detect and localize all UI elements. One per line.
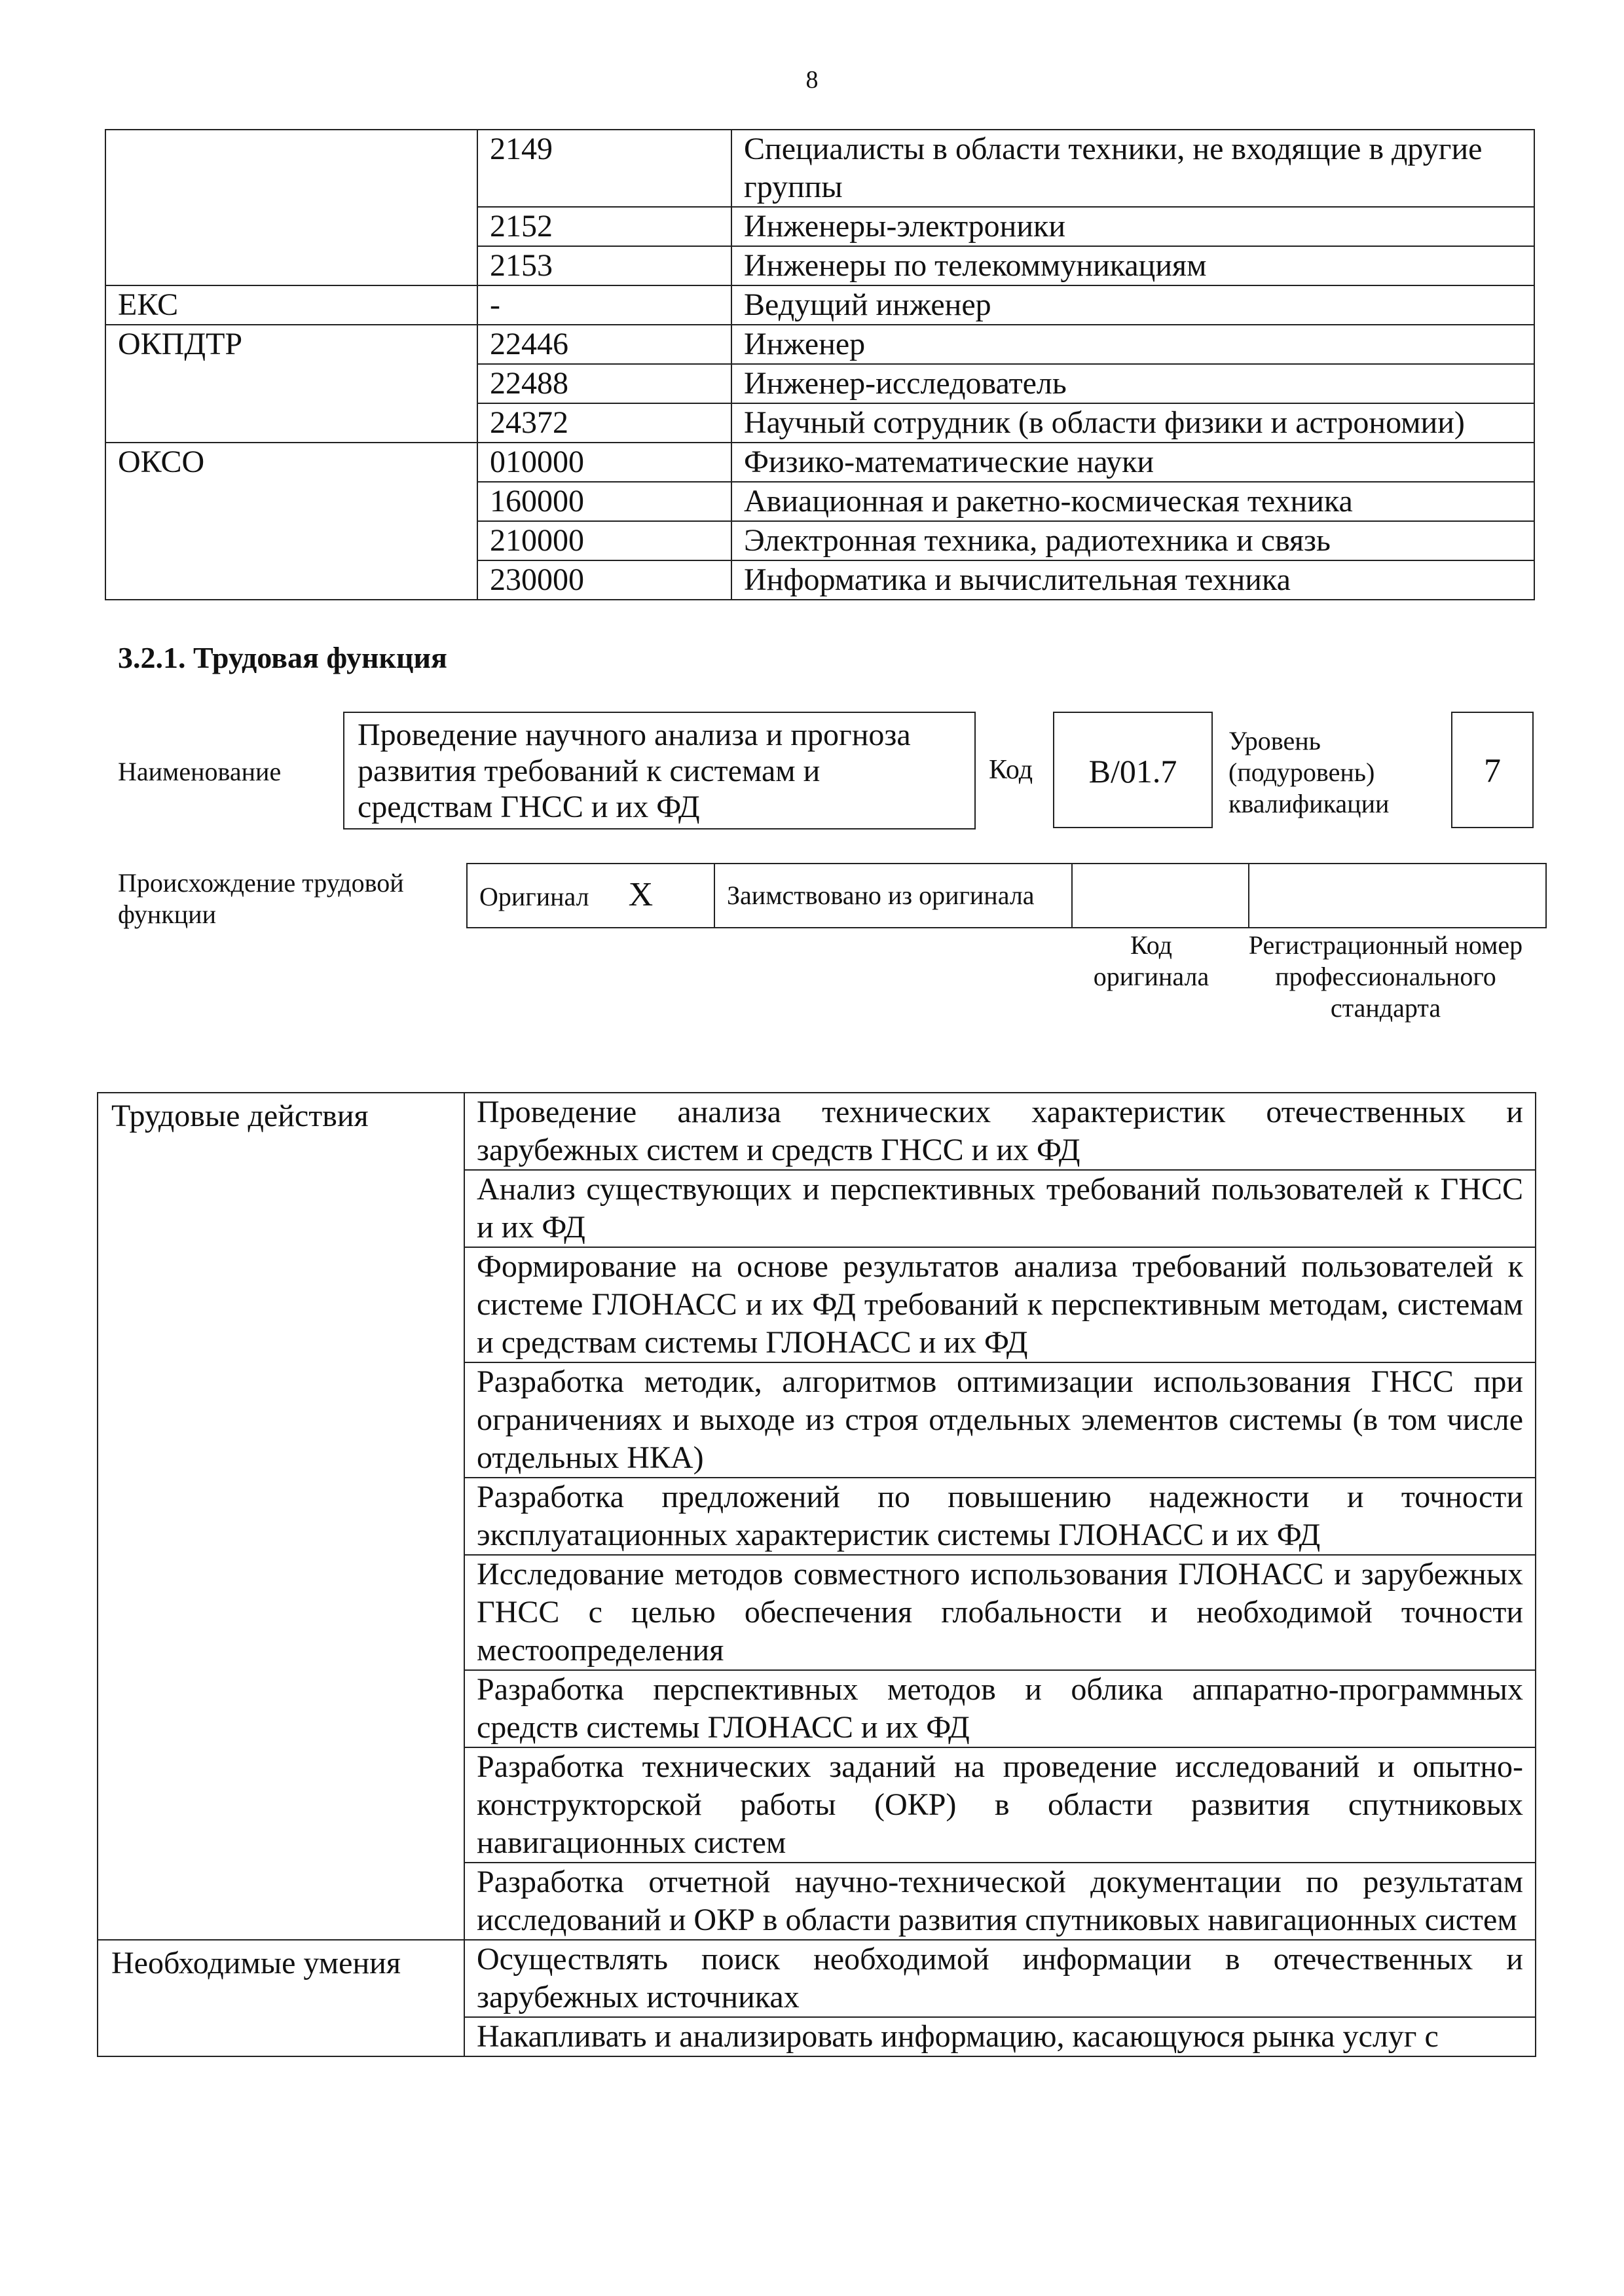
- code-label: Код: [989, 755, 1033, 785]
- qualification-level-label: Уровень (подуровень) квалификации: [1228, 726, 1390, 818]
- qualification-level-value: 7: [1451, 712, 1534, 828]
- classifier-name: Физико-математические науки: [731, 443, 1534, 482]
- actions-item: Разработка методик, алгоритмов оптимизации использования ГНСС при ограничениях и выходе из строя отдельных элементов системы (в том числе отдельных НКА): [464, 1362, 1536, 1478]
- classifier-group: [105, 482, 477, 521]
- classifier-code: 2149: [477, 130, 731, 207]
- classifier-name: Инженеры-электроники: [731, 207, 1534, 246]
- classifier-group: ОКСО: [105, 443, 477, 482]
- actions-item: Разработка технических заданий на проведение исследований и опытно-конструкторской работы (ОКР) в области развития спутниковых навигационных систем: [464, 1747, 1536, 1863]
- classifier-code: 22488: [477, 364, 731, 403]
- classifier-row: [105, 130, 1534, 207]
- classifier-group: [105, 246, 477, 285]
- original-mark: X: [628, 875, 654, 913]
- classifier-name: Инженер-исследователь: [731, 364, 1534, 403]
- classifier-row: [105, 482, 1534, 521]
- skills-item: Накапливать и анализировать информацию, касающуюся рынка услуг с: [464, 2017, 1536, 2056]
- actions-item: Разработка перспективных методов и облика аппаратно-программных средств системы ГЛОНАСС и их ФД: [464, 1670, 1536, 1747]
- classifier-group: [105, 130, 477, 207]
- classifier-code: 160000: [477, 482, 731, 521]
- actions-item: Анализ существующих и перспективных требований пользователей к ГНСС и их ФД: [464, 1170, 1536, 1247]
- function-name-value: Проведение научного анализа и прогноза развития требований к системам и средствам ГНСС и их ФД: [343, 712, 976, 829]
- classifier-group: [105, 364, 477, 403]
- classifier-row: [105, 560, 1534, 600]
- classifier-table: [105, 129, 1535, 600]
- classifier-group: [105, 207, 477, 246]
- classifier-group: ЕКС: [105, 285, 477, 325]
- classifier-name: Информатика и вычислительная техника: [731, 560, 1534, 600]
- actions-item: Формирование на основе результатов анализа требований пользователей к системе ГЛОНАСС и их ФД требований к перспективным методам, системам и средствам системы ГЛОНАСС и их ФД: [464, 1247, 1536, 1362]
- classifier-group: ОКПДТР: [105, 325, 477, 364]
- table-row: [98, 1478, 1536, 1555]
- classifier-name: Инженер: [731, 325, 1534, 364]
- classifier-name: Инженеры по телекоммуникациям: [731, 246, 1534, 285]
- classifier-code: 230000: [477, 560, 731, 600]
- actions-header-spacer: [98, 1747, 464, 1863]
- classifier-row: [105, 521, 1534, 560]
- classifier-code: 2152: [477, 207, 731, 246]
- table-row: [98, 1747, 1536, 1863]
- actions-header: Трудовые действия: [98, 1093, 464, 1170]
- classifier-row: [105, 246, 1534, 285]
- section-heading: 3.2.1. Трудовая функция: [118, 641, 447, 674]
- name-label: Наименование: [118, 757, 282, 786]
- actions-item: Исследование методов совместного использования ГЛОНАСС и зарубежных ГНСС с целью обеспечения глобальности и необходимой точности местоопределения: [464, 1555, 1536, 1670]
- borrowed-label: Заимствовано из оригинала: [714, 864, 1072, 928]
- actions-header-spacer: [98, 1247, 464, 1362]
- table-row: [98, 1940, 1536, 2017]
- actions-item: Проведение анализа технических характеристик отечественных и зарубежных систем и средств ГНСС и их ФД: [464, 1093, 1536, 1170]
- origin-table: [466, 863, 1547, 928]
- classifier-row: [105, 325, 1534, 364]
- classifier-name: Авиационная и ракетно-космическая техника: [731, 482, 1534, 521]
- classifier-row: [105, 443, 1534, 482]
- actions-header-spacer: [98, 1555, 464, 1670]
- table-row: [98, 1863, 1536, 1940]
- registration-number-caption: Регистрационный номер профессионального стандарта: [1248, 930, 1523, 1023]
- classifier-code: 2153: [477, 246, 731, 285]
- classifier-code: -: [477, 285, 731, 325]
- classifier-row: [105, 207, 1534, 246]
- classifier-name: Ведущий инженер: [731, 285, 1534, 325]
- actions-header-spacer: [98, 1478, 464, 1555]
- original-code-caption: Код оригинала: [1093, 930, 1209, 991]
- code-value: B/01.7: [1053, 712, 1213, 828]
- table-row: [98, 1093, 1536, 1170]
- actions-header-spacer: [98, 1670, 464, 1747]
- origin-original-cell: [467, 864, 714, 928]
- skills-item: Осуществлять поиск необходимой информации в отечественных и зарубежных источниках: [464, 1940, 1536, 2017]
- table-row: [98, 1362, 1536, 1478]
- page-number: 8: [805, 66, 819, 94]
- classifier-row: [105, 285, 1534, 325]
- classifier-row: [105, 403, 1534, 443]
- classifier-group: [105, 403, 477, 443]
- actions-header-spacer: [98, 1362, 464, 1478]
- table-row: [98, 1670, 1536, 1747]
- classifier-code: 210000: [477, 521, 731, 560]
- table-row: [98, 1247, 1536, 1362]
- classifier-name: Научный сотрудник (в области физики и астрономии): [731, 403, 1534, 443]
- classifier-group: [105, 521, 477, 560]
- table-row: [98, 1555, 1536, 1670]
- classifier-row: [105, 364, 1534, 403]
- actions-item: Разработка отчетной научно-технической документации по результатам исследований и ОКР в области развития спутниковых навигационных систем: [464, 1863, 1536, 1940]
- classifier-name: Специалисты в области техники, не входящие в другие группы: [731, 130, 1534, 207]
- actions-header-spacer: [98, 1863, 464, 1940]
- original-code-cell: [1072, 864, 1249, 928]
- classifier-group: [105, 560, 477, 600]
- registration-number-cell: [1249, 864, 1546, 928]
- table-row: [98, 1170, 1536, 1247]
- table-row: [98, 2017, 1536, 2056]
- classifier-code: 010000: [477, 443, 731, 482]
- classifier-code: 22446: [477, 325, 731, 364]
- actions-item: Разработка предложений по повышению надежности и точности эксплуатационных характеристик системы ГЛОНАСС и их ФД: [464, 1478, 1536, 1555]
- actions-header-spacer: [98, 1170, 464, 1247]
- classifier-name: Электронная техника, радиотехника и связь: [731, 521, 1534, 560]
- classifier-code: 24372: [477, 403, 731, 443]
- skills-header-spacer: [98, 2017, 464, 2056]
- original-label: Оригинал: [479, 881, 589, 911]
- skills-header: Необходимые умения: [98, 1940, 464, 2017]
- labor-function-table: [97, 1092, 1536, 2057]
- origin-label: Происхождение трудовой функции: [118, 868, 404, 929]
